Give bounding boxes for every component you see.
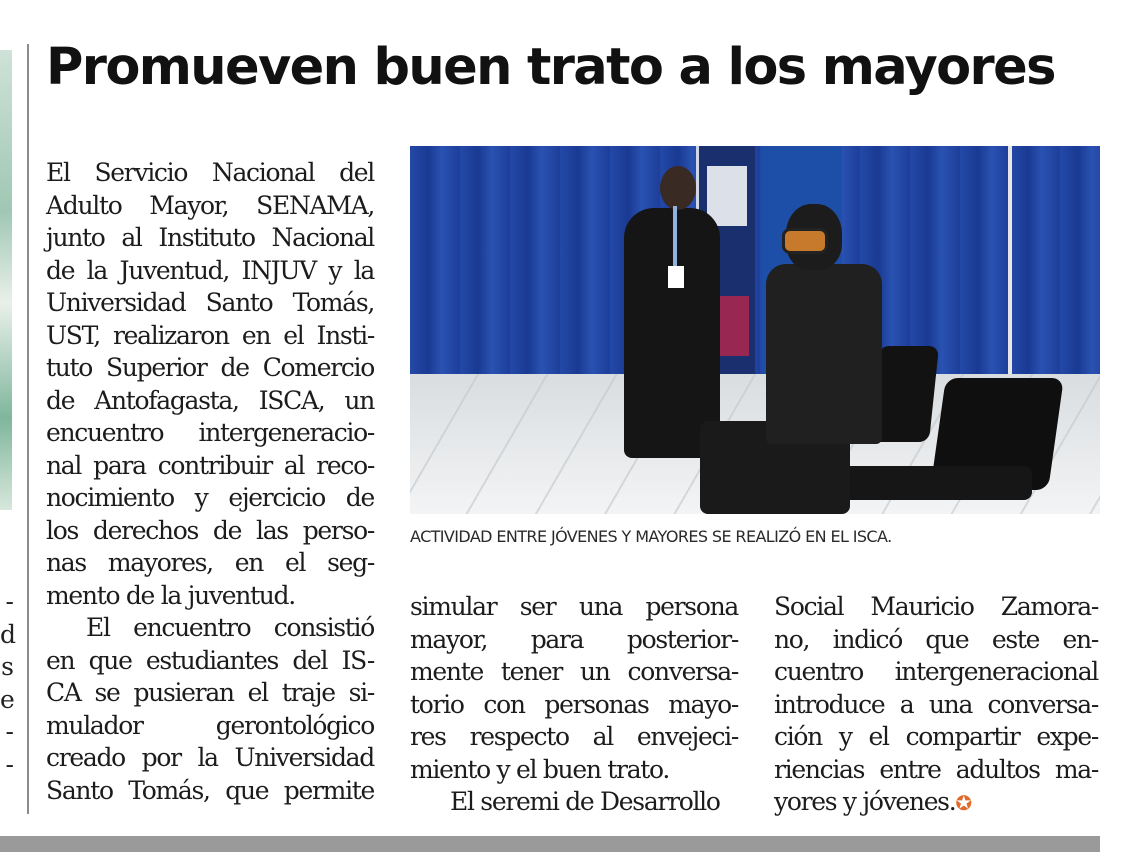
text-line: nas mayores, en el seg-: [46, 548, 374, 577]
text-line: de Antofagasta, ISCA, un: [46, 385, 374, 415]
text-line: El encuentro consistió: [86, 613, 374, 642]
fragment-line: s: [1, 652, 14, 681]
fragment-line: -: [5, 587, 14, 616]
column-divider: [27, 44, 29, 814]
text-line: res respecto al envejeci-: [410, 722, 738, 751]
page-bottom-bar: [0, 836, 1100, 852]
text-line: nocimiento y ejercicio de: [46, 483, 374, 512]
text-line: en que estudiantes del IS-: [46, 645, 374, 675]
text-line: CA se pusieran el traje si-: [46, 678, 374, 707]
lanyard: [673, 206, 677, 270]
text-line: mayor, para posterior-: [410, 624, 738, 654]
text-line: riencias entre adultos ma-: [774, 754, 1098, 784]
text-line: mulador gerontológico: [46, 710, 374, 740]
text-line: nal para contribuir al reco-: [46, 450, 374, 480]
text-line: UST, realizaron en el Insti-: [46, 320, 374, 350]
fragment-line: e: [0, 684, 15, 714]
text-line: torio con personas mayo-: [410, 689, 738, 719]
text-line: mente tener un conversa-: [410, 657, 738, 686]
text-line: ción y el compartir expe-: [774, 722, 1098, 751]
article-photo: [410, 146, 1100, 514]
article-column-3: [774, 591, 1098, 819]
photo-caption: ACTIVIDAD ENTRE JÓVENES Y MAYORES SE REALIZÓ EN EL ISCA.: [410, 527, 892, 546]
banner-graphic: [707, 166, 747, 226]
final-sentence: yores y jóvenes.: [774, 787, 956, 816]
previous-article-text-fragment: [0, 586, 17, 781]
id-badge: [668, 266, 684, 288]
text-line: Adulto Mayor, SENAMA,: [46, 190, 374, 220]
article-column-1: [46, 157, 374, 807]
text-line-final: [774, 786, 1098, 819]
text-line: de la Juventud, INJUV y la: [46, 255, 374, 285]
text-line: creado por la Universidad: [46, 743, 374, 772]
simulator-goggles: [782, 228, 828, 254]
text-line: miento y el buen trato.: [410, 754, 670, 784]
text-line: Santo Tomás, que permite: [46, 775, 374, 805]
standing-woman-head: [660, 166, 696, 210]
text-line: El seremi de Desarrollo: [450, 787, 720, 816]
empty-chair-seat: [822, 466, 1032, 500]
fragment-line: -: [5, 749, 14, 779]
seated-person-in-aging-simulator-suit: [766, 264, 882, 444]
text-line: introduce a una conversa-: [774, 689, 1098, 719]
text-line: los derechos de las perso-: [46, 515, 374, 545]
text-line: encuentro intergeneracio-: [46, 418, 374, 447]
text-line: tuto Superior de Comercio: [46, 353, 374, 382]
text-line: cuentro intergeneracional: [774, 657, 1098, 686]
text-line: Universidad Santo Tomás,: [46, 288, 374, 317]
text-line: mento de la juventud.: [46, 580, 295, 610]
previous-article-photo-edge: [0, 50, 12, 510]
curtain-pole: [1008, 146, 1012, 396]
text-line: no, indicó que este en-: [774, 624, 1098, 654]
article-headline: Promueven buen trato a los mayores: [46, 38, 1055, 97]
fragment-line: d: [0, 619, 17, 649]
text-line: junto al Instituto Nacional: [46, 223, 374, 252]
article-end-icon: ✪: [955, 791, 971, 815]
text-line: simular ser una persona: [410, 592, 738, 621]
article-column-2: [410, 591, 738, 819]
text-line: Social Mauricio Zamora-: [774, 592, 1098, 621]
text-line: El Servicio Nacional del: [46, 158, 374, 187]
fragment-line: -: [5, 717, 14, 746]
